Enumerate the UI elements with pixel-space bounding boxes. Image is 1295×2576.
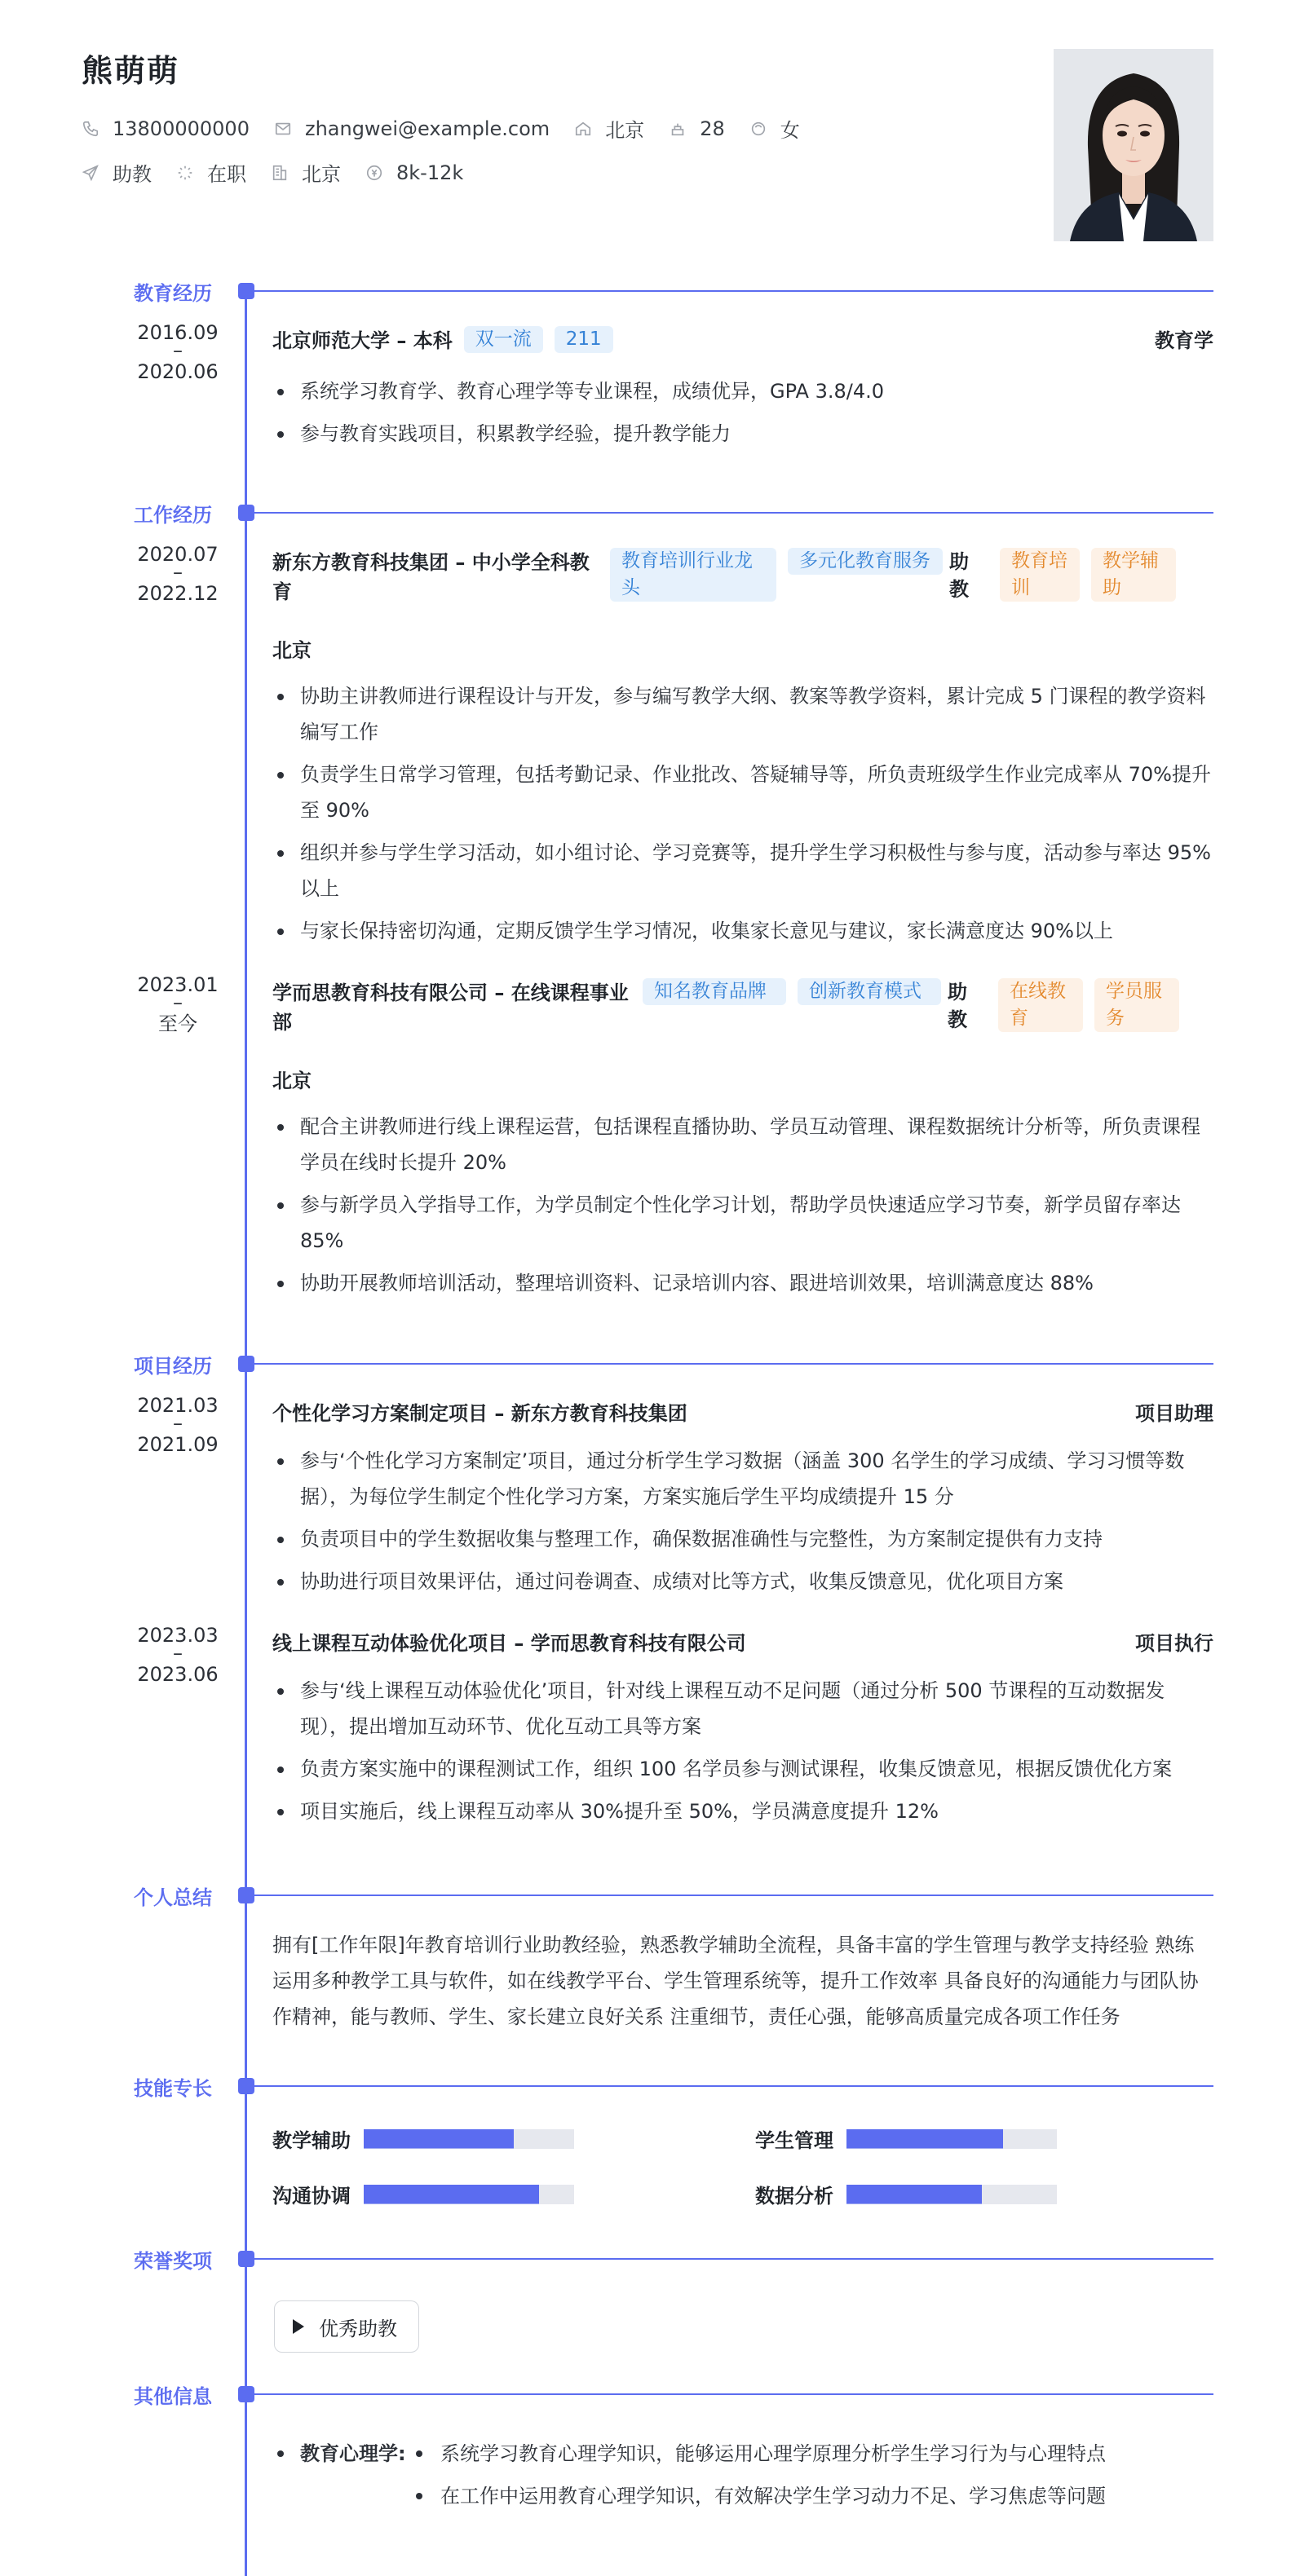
timeline-line xyxy=(245,290,247,2576)
date-start: 2021.03 xyxy=(137,1394,219,1417)
education-date xyxy=(122,323,233,382)
mail-icon xyxy=(274,120,292,138)
section-marker-skills xyxy=(238,2078,254,2094)
portrait-image xyxy=(1054,49,1213,241)
project-head xyxy=(272,1399,1213,1428)
skill-name: 学生管理 xyxy=(755,2129,833,2152)
city-item xyxy=(574,114,644,143)
salary-item xyxy=(365,161,463,184)
salary-text: 8k-12k xyxy=(396,161,464,184)
role-tag: 教育培训 xyxy=(1000,548,1080,602)
list-item: 参与‘个性化学习方案制定’项目，通过分析学生学习数据（涵盖 300 名学生的学习成绩、学习习惯等数据），为每位学生制定个性化学习方案，方案实施后学生平均成绩提升 15 分 xyxy=(272,1443,1213,1515)
section-divider-summary xyxy=(253,1895,1213,1896)
work-bullets xyxy=(272,1109,1213,1308)
role-tag: 教学辅助 xyxy=(1091,548,1176,602)
project-title: 个性化学习方案制定项目 – 新东方教育科技集团 xyxy=(272,1402,687,1425)
date-separator: – xyxy=(173,561,183,584)
section-marker-summary xyxy=(238,1887,254,1903)
project-bullets xyxy=(272,1673,1213,1836)
project-role: 项目助理 xyxy=(1135,1402,1213,1425)
date-start: 2016.09 xyxy=(137,321,219,344)
skill-item xyxy=(272,2124,574,2153)
work-city: 北京 xyxy=(272,639,312,662)
position-item xyxy=(82,158,152,187)
expected-city-text: 北京 xyxy=(302,163,341,186)
date-end: 2023.06 xyxy=(137,1663,219,1686)
work-head xyxy=(272,978,1213,1037)
section-title-summary: 个人总结 xyxy=(134,1886,212,1909)
project-bullets xyxy=(272,1443,1213,1606)
list-item: 系统学习教育心理学知识，能够运用心理学原理分析学生学习行为与心理特点 xyxy=(411,2437,1226,2480)
section-divider-education xyxy=(253,290,1213,292)
skill-bar xyxy=(364,2129,574,2149)
project-role: 项目执行 xyxy=(1135,1632,1213,1655)
company-name: 新东方教育科技集团 – 中小学全科教 育 xyxy=(272,551,590,603)
work-date xyxy=(122,975,233,1034)
list-item: 项目实施后，线上课程互动率从 30%提升至 50%，学员满意度提升 12% xyxy=(272,1793,1213,1829)
gender-item xyxy=(749,114,800,143)
expected-city-item xyxy=(271,158,341,187)
section-title-work: 工作经历 xyxy=(134,504,212,527)
section-marker-other xyxy=(238,2386,254,2402)
list-item: 在工作中运用教育心理学知识，有效解决学生学习动力不足、学习焦虑等问题 xyxy=(411,2480,1226,2522)
skill-name: 数据分析 xyxy=(755,2185,833,2208)
education-bullets xyxy=(272,373,1213,458)
job-intent-row xyxy=(82,158,488,187)
summary-text: 拥有[工作年限]年教育培训行业助教经验，熟悉教学辅助全流程，具备丰富的学生管理与教学支持经验 熟练运用多种教学工具与软件，如在线教学平台、学生管理系统等，提升工作效率 具备良好的沟通能力与团队协作精神，能与教师、学生、家长建立良好关系 注重细节，责任心强，能够高质量完成各项工作任务 xyxy=(272,1934,1199,2028)
project-head xyxy=(272,1629,1213,1658)
company-tag: 多元化教育服务 xyxy=(788,548,943,575)
project-date xyxy=(122,1625,233,1684)
major: 教育学 xyxy=(1155,329,1213,352)
date-start: 2023.03 xyxy=(137,1624,219,1647)
section-title-other: 其他信息 xyxy=(134,2385,212,2408)
school-name: 北京师范大学 – 本科 xyxy=(272,329,453,352)
job-role: 助教 xyxy=(949,550,969,601)
phone-icon xyxy=(82,120,99,138)
list-item: 参与教育实践项目，积累教学经验，提升教学能力 xyxy=(272,416,1213,452)
gender-icon xyxy=(749,120,767,138)
date-end: 2020.06 xyxy=(137,360,219,383)
status-item xyxy=(176,158,246,187)
section-divider-projects xyxy=(253,1363,1213,1365)
other-items xyxy=(411,2437,1226,2522)
section-divider-work xyxy=(253,512,1213,514)
building-icon xyxy=(271,164,289,182)
section-title-education: 教育经历 xyxy=(134,282,212,305)
company-name: 学而思教育科技有限公司 – 在线课程事业 部 xyxy=(272,981,629,1034)
work-date xyxy=(122,545,233,603)
skill-bar xyxy=(846,2185,1057,2204)
send-icon xyxy=(82,164,99,182)
list-item: 协助进行项目效果评估，通过问卷调查、成绩对比等方式，收集反馈意见，优化项目方案 xyxy=(272,1564,1213,1599)
email-item xyxy=(274,117,550,140)
list-item: 组织并参与学生学习活动，如小组讨论、学习竞赛等，提升学生学习积极性与参与度，活动参与率达 95%以上 xyxy=(272,835,1213,906)
date-separator: – xyxy=(173,339,183,362)
date-end: 2021.09 xyxy=(137,1433,219,1456)
section-divider-other xyxy=(253,2393,1213,2395)
list-item: 负责项目中的学生数据收集与整理工作，确保数据准确性与完整性，为方案制定提供有力支持 xyxy=(272,1521,1213,1557)
skill-bar-fill xyxy=(364,2129,514,2149)
list-item: 配合主讲教师进行线上课程运营，包括课程直播协助、学员互动管理、课程数据统计分析等，所负责课程学员在线时长提升 20% xyxy=(272,1109,1213,1180)
list-item: 与家长保持密切沟通，定期反馈学生学习情况，收集家长意见与建议，家长满意度达 90%以上 xyxy=(272,913,1213,949)
section-title-skills: 技能专长 xyxy=(134,2077,212,2100)
list-item: 系统学习教育学、教育心理学等专业课程，成绩优异，GPA 3.8/4.0 xyxy=(272,373,1213,409)
loading-icon xyxy=(176,164,194,182)
skill-bar-fill xyxy=(846,2185,982,2204)
project-title: 线上课程互动体验优化项目 – 学而思教育科技有限公司 xyxy=(272,1632,746,1655)
list-item: 负责学生日常学习管理，包括考勤记录、作业批改、答疑辅导等，所负责班级学生作业完成率从 70%提升至 90% xyxy=(272,756,1213,828)
date-separator: – xyxy=(173,991,183,1014)
skill-name: 教学辅助 xyxy=(272,2129,351,2152)
job-role: 助教 xyxy=(948,981,967,1031)
project-date xyxy=(122,1396,233,1454)
honor-label: 优秀助教 xyxy=(319,2317,397,2340)
date-separator: – xyxy=(173,1412,183,1435)
section-title-projects: 项目经历 xyxy=(134,1355,212,1378)
list-item: 参与‘线上课程互动体验优化’项目，针对线上课程互动不足问题（通过分析 500 节课程的互动数据发现），提出增加互动环节、优化互动工具等方案 xyxy=(272,1673,1213,1745)
age-text: 28 xyxy=(700,117,725,140)
contact-row xyxy=(82,114,824,143)
section-divider-honors xyxy=(253,2258,1213,2260)
cake-icon xyxy=(669,120,687,138)
gender-text: 女 xyxy=(780,119,800,142)
list-item: 参与新学员入学指导工作，为学员制定个性化学习计划，帮助学员快速适应学习节奏，新学员留存率达 85% xyxy=(272,1187,1213,1259)
skill-item xyxy=(755,2180,1057,2208)
section-divider-skills xyxy=(253,2085,1213,2087)
skill-bar xyxy=(846,2129,1057,2149)
phone-item xyxy=(82,117,250,140)
email-text: zhangwei@example.com xyxy=(304,117,550,140)
candidate-name: 熊萌萌 xyxy=(82,53,180,89)
list-item: 协助开展教师培训活动，整理培训资料、记录培训内容、跟进培训效果，培训满意度达 88% xyxy=(272,1265,1213,1301)
education-head xyxy=(272,326,1213,355)
other-label: 教育心理学: xyxy=(272,2437,406,2466)
school-tag: 双一流 xyxy=(464,326,543,353)
honor-toggle-button[interactable] xyxy=(274,2300,419,2353)
role-tag: 学员服务 xyxy=(1094,978,1179,1032)
date-end: 2022.12 xyxy=(137,582,219,605)
coin-icon xyxy=(365,164,383,182)
role-tag: 在线教育 xyxy=(998,978,1083,1032)
work-bullets xyxy=(272,678,1213,955)
list-item: 协助主讲教师进行课程设计与开发，参与编写教学大纲、教案等教学资料，累计完成 5 门课程的教学资料编写工作 xyxy=(272,678,1213,750)
date-start: 2023.01 xyxy=(137,973,219,996)
section-marker-honors xyxy=(238,2251,254,2267)
section-marker-education xyxy=(238,283,254,299)
work-city: 北京 xyxy=(272,1070,312,1092)
status-text: 在职 xyxy=(207,163,246,186)
profile-photo xyxy=(1054,49,1213,241)
section-title-honors: 荣誉奖项 xyxy=(134,2250,212,2273)
age-item xyxy=(669,117,725,140)
phone-text: 13800000000 xyxy=(113,117,250,140)
work-head xyxy=(272,548,1213,607)
skill-name: 沟通协调 xyxy=(272,2185,351,2208)
list-item: 负责方案实施中的课程测试工作，组织 100 名学员参与测试课程，收集反馈意见，根据反馈优化方案 xyxy=(272,1751,1213,1787)
school-tag: 211 xyxy=(555,326,613,353)
skill-bar xyxy=(364,2185,574,2204)
skill-bar-fill xyxy=(846,2129,1003,2149)
date-start: 2020.07 xyxy=(137,543,219,566)
skill-bar-fill xyxy=(364,2185,539,2204)
date-separator: – xyxy=(173,1642,183,1665)
section-marker-projects xyxy=(238,1356,254,1372)
company-tag: 知名教育品牌 xyxy=(643,978,786,1005)
date-end: 至今 xyxy=(158,1012,197,1035)
skill-item xyxy=(272,2180,574,2208)
section-marker-work xyxy=(238,505,254,521)
skill-item xyxy=(755,2124,1057,2153)
city-text: 北京 xyxy=(605,119,645,142)
position-text: 助教 xyxy=(113,163,152,186)
company-tag: 教育培训行业龙头 xyxy=(610,548,776,602)
play-triangle-icon xyxy=(293,2319,304,2334)
home-icon xyxy=(574,120,592,138)
company-tag: 创新教育模式 xyxy=(798,978,941,1005)
